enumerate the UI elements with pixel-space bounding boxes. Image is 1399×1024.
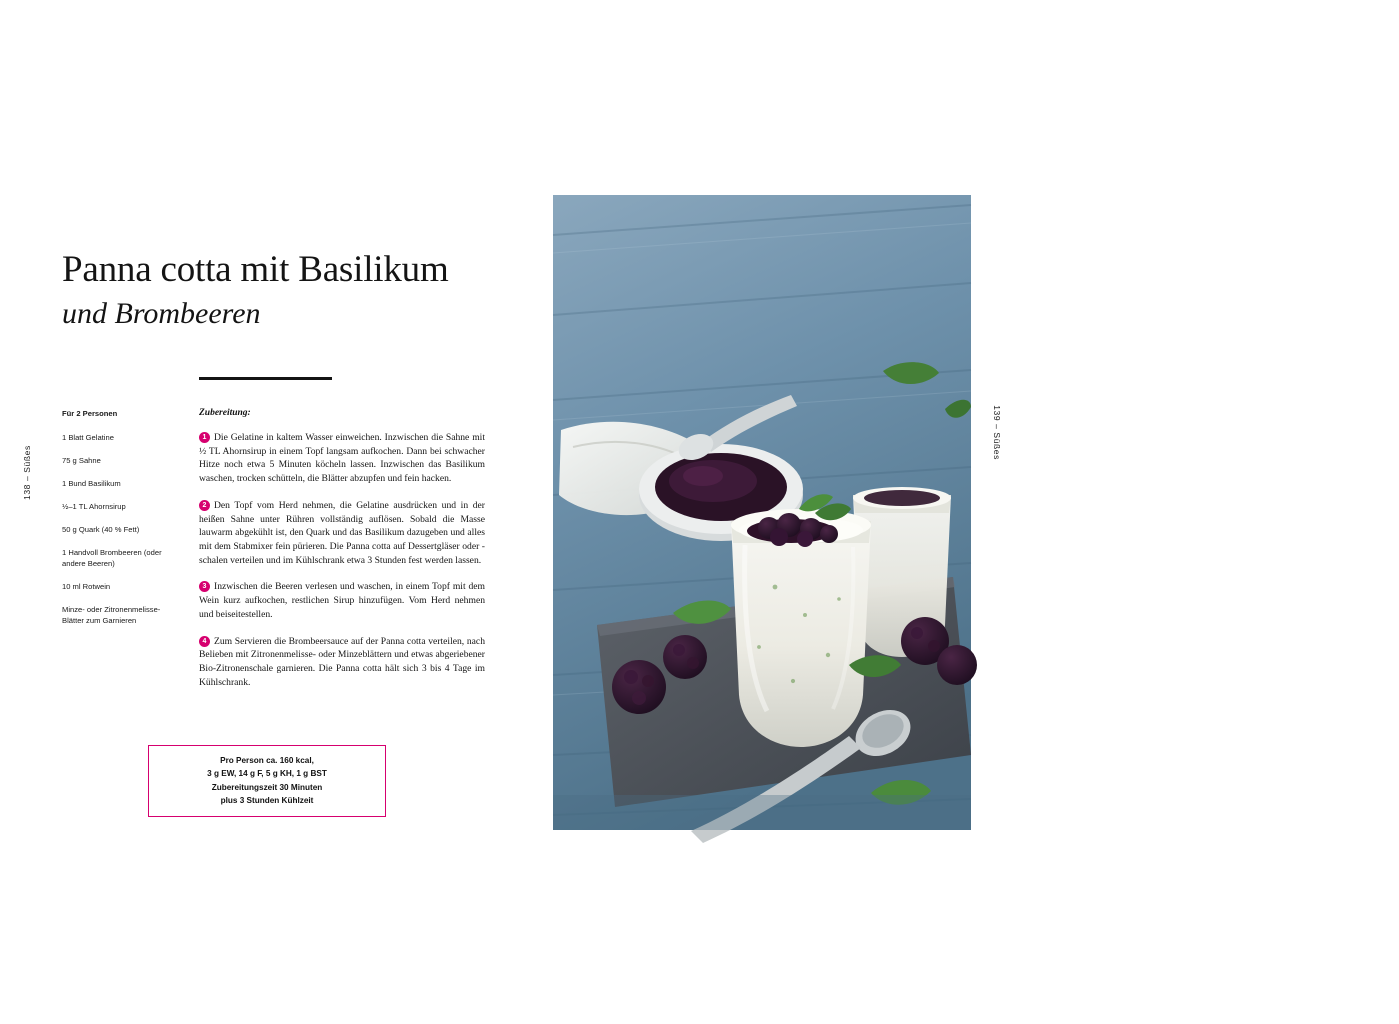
list-item: 75 g Sahne	[62, 456, 101, 465]
page-title	[62, 250, 532, 332]
step-text: Inzwischen die Beeren verlesen und waschen, in einem Topf mit dem Wein kurz aufkochen, restlichen Sirup hinzufügen. Vom Herd nehmen und beiseitestellen.	[199, 581, 485, 620]
title-line-2: und Brombeeren	[62, 296, 261, 330]
preparation-step	[199, 431, 485, 486]
step-number-badge: 2	[199, 500, 210, 511]
preparation-section	[199, 408, 485, 703]
preparation-step	[199, 499, 485, 568]
list-item: ½–1 TL Ahornsirup	[62, 502, 126, 511]
preparation-step	[199, 580, 485, 621]
list-item: 1 Bund Basilikum	[62, 479, 121, 488]
preparation-step	[199, 635, 485, 690]
title-line-1: Panna cotta mit Basilikum	[62, 249, 449, 290]
step-text: Die Gelatine in kaltem Wasser einweichen. Inzwischen die Sahne mit ½ TL Ahornsirup in einem Topf langsam aufkochen. Dann bei schwacher Hitze noch etwa 5 Minuten köcheln lassen. Inzwischen das Basilikum waschen, trocken schütteln, die Blätter abzupfen und fein hacken.	[199, 432, 485, 485]
list-item: 10 ml Rotwein	[62, 582, 111, 591]
info-bubble	[1277, 846, 1399, 968]
step-number-badge: 4	[199, 636, 210, 647]
ingredients-list	[62, 408, 180, 638]
nutrition-line: Zubereitungszeit 30 Minuten	[211, 782, 323, 792]
nutrition-line: plus 3 Stunden Kühlzeit	[220, 795, 314, 805]
step-text: Den Topf vom Herd nehmen, die Gelatine ausdrücken und in der heißen Sahne unter Rühren vollständig auflösen. Sobald die Masse lauwarm abgekühlt ist, den Quark und das Basilikum dazugeben und alles mit dem Stabmixer fein pürieren. Die Panna cotta auf Dessertgläser oder -schalen verteilen und im Kühlschrank etwa 3 Stunden fest werden lassen.	[199, 499, 485, 566]
folio-right: 139 – Süßes	[992, 405, 1002, 460]
servings-label: Für 2 Personen	[62, 409, 118, 418]
list-item: 50 g Quark (40 % Fett)	[62, 525, 140, 534]
preparation-heading: Zubereitung:	[199, 408, 251, 418]
list-item: 1 Blatt Gelatine	[62, 433, 114, 442]
list-item: 1 Handvoll Brombeeren (oder andere Beeren)	[62, 548, 162, 568]
title-divider	[199, 377, 332, 380]
step-number-badge: 1	[199, 432, 210, 443]
list-item: Minze- oder Zitronenmelisse-Blätter zum Garnieren	[62, 605, 161, 625]
nutrition-box	[148, 745, 386, 817]
step-text: Zum Servieren die Brombeersauce auf der Panna cotta verteilen, nach Belieben mit Zitronenmelisse- oder Minzeblättern und etwas abgeriebener Bio-Zitronenschale garnieren. Die Panna cotta hält sich 3 bis 4 Tage im Kühlschrank.	[199, 635, 485, 688]
step-number-badge: 3	[199, 581, 210, 592]
info-bubble-text: Dunkle Beeren liefern viele Antioxidantien, vor allem aus der Gruppe der Anthocyane. Diese können zell- und gefäßschädigende freie Radikale im Körper reduzieren. Durch Erhitzen steigert sich sogar noch die antioxidative Wirkung der Beeren.	[1285, 870, 1391, 944]
folio-left: 138 – Süßes	[22, 445, 32, 500]
nutrition-line: Pro Person ca. 160 kcal,	[220, 756, 314, 765]
nutrition-line: 3 g EW, 14 g F, 5 g KH, 1 g BST	[207, 769, 327, 779]
